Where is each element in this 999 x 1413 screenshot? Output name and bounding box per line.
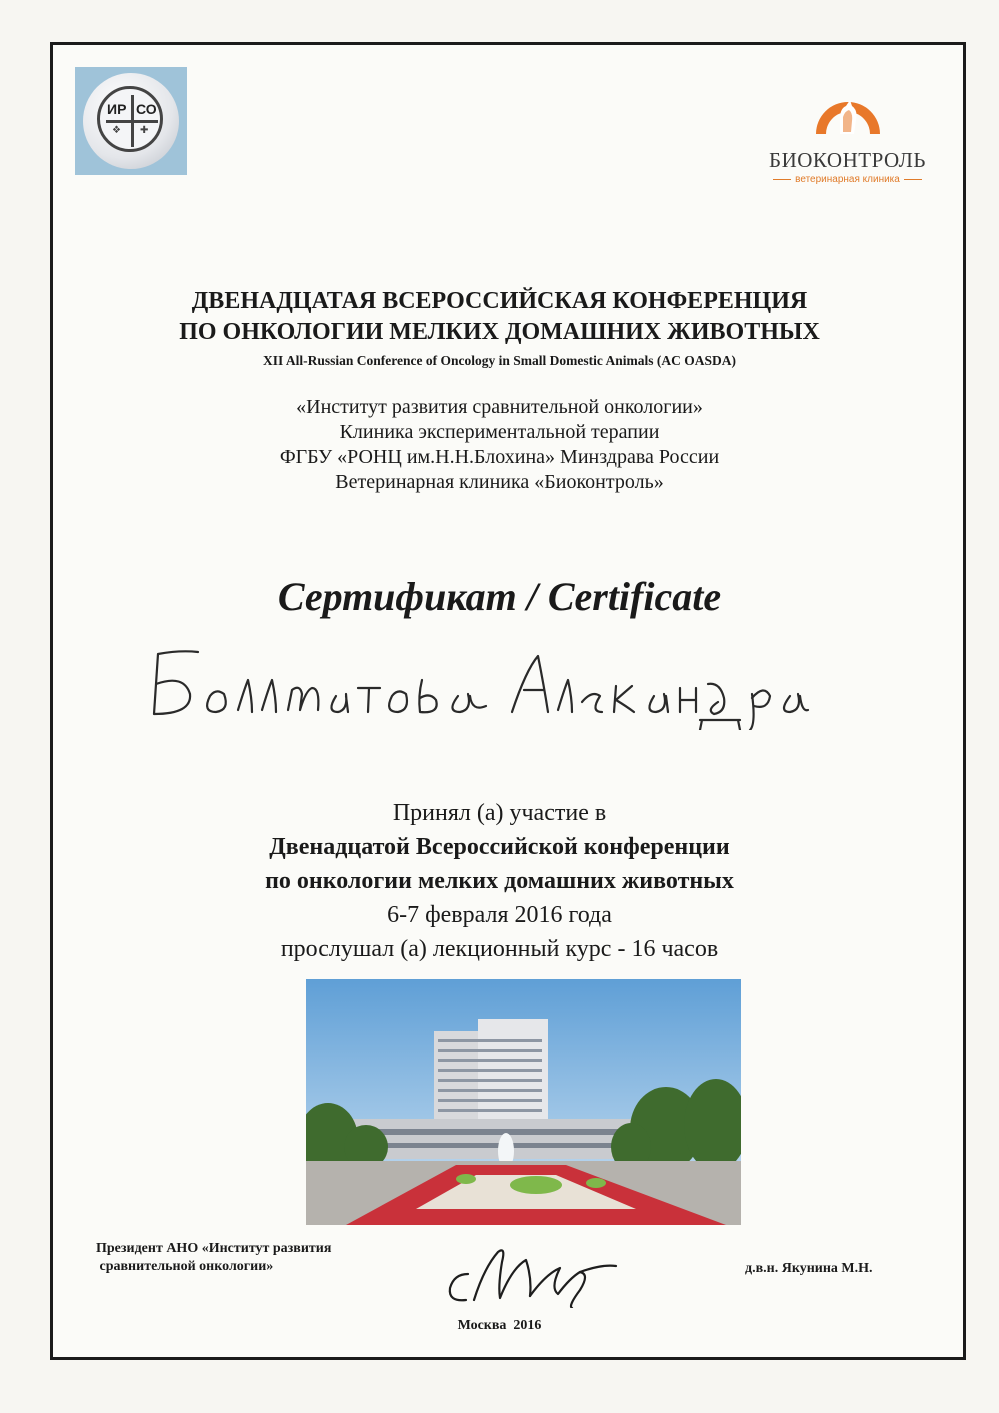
place-year: Москва 2016 (457, 1318, 542, 1333)
president-line2: сравнительной онкологии» (96, 1259, 274, 1274)
organizer-item: Ветеринарная клиника «Биоконтроль» (335, 471, 664, 493)
organizer-item: «Институт развития сравнительной онкологии» (296, 396, 703, 418)
building-photo (306, 979, 741, 1225)
conference-title (0, 286, 999, 348)
statement-date: 6-7 февраля 2016 года (387, 902, 612, 928)
statement-line2: Двенадцатой Всероссийской конференции (269, 834, 730, 860)
organizers-list (0, 395, 999, 495)
biocontrol-subtitle: ветеринарная клиника (760, 174, 935, 185)
recipient-handwritten-name (140, 640, 810, 730)
conference-title-en: XII All-Russian Conference of Oncology in Small Domestic Animals (AC OASDA) (262, 353, 736, 368)
statement-line1: Принял (а) участие в (392, 800, 607, 826)
certificate-heading: Сертификат / Certificate (277, 574, 722, 619)
statement-hours: прослушал (а) лекционный курс - 16 часов (280, 936, 719, 962)
president-title (96, 1240, 331, 1276)
irso-logo-text-right: СО (136, 101, 157, 117)
signer-name: д.в.н. Якунина М.Н. (745, 1261, 873, 1276)
biocontrol-name: БИОКОНТРОЛЬ (769, 148, 926, 172)
organizer-item: Клиника экспериментальной терапии (339, 421, 660, 443)
handwritten-signature (440, 1238, 620, 1308)
irso-logo-icon: ИР СО ❖ ✚ (75, 67, 187, 175)
statement-line3: по онкологии мелких домашних животных (265, 868, 734, 894)
irso-logo-text-left: ИР (107, 101, 127, 117)
biocontrol-logo-icon (810, 86, 886, 136)
conference-title-line2: ПО ОНКОЛОГИИ МЕЛКИХ ДОМАШНИХ ЖИВОТНЫХ (179, 319, 820, 345)
organizer-item: ФГБУ «РОНЦ им.Н.Н.Блохина» Минздрава России (279, 446, 720, 468)
participation-statement (0, 796, 999, 966)
president-line1: Президент АНО «Институт развития (96, 1241, 332, 1256)
conference-title-line1: ДВЕНАДЦАТАЯ ВСЕРОССИЙСКАЯ КОНФЕРЕНЦИЯ (191, 288, 808, 314)
